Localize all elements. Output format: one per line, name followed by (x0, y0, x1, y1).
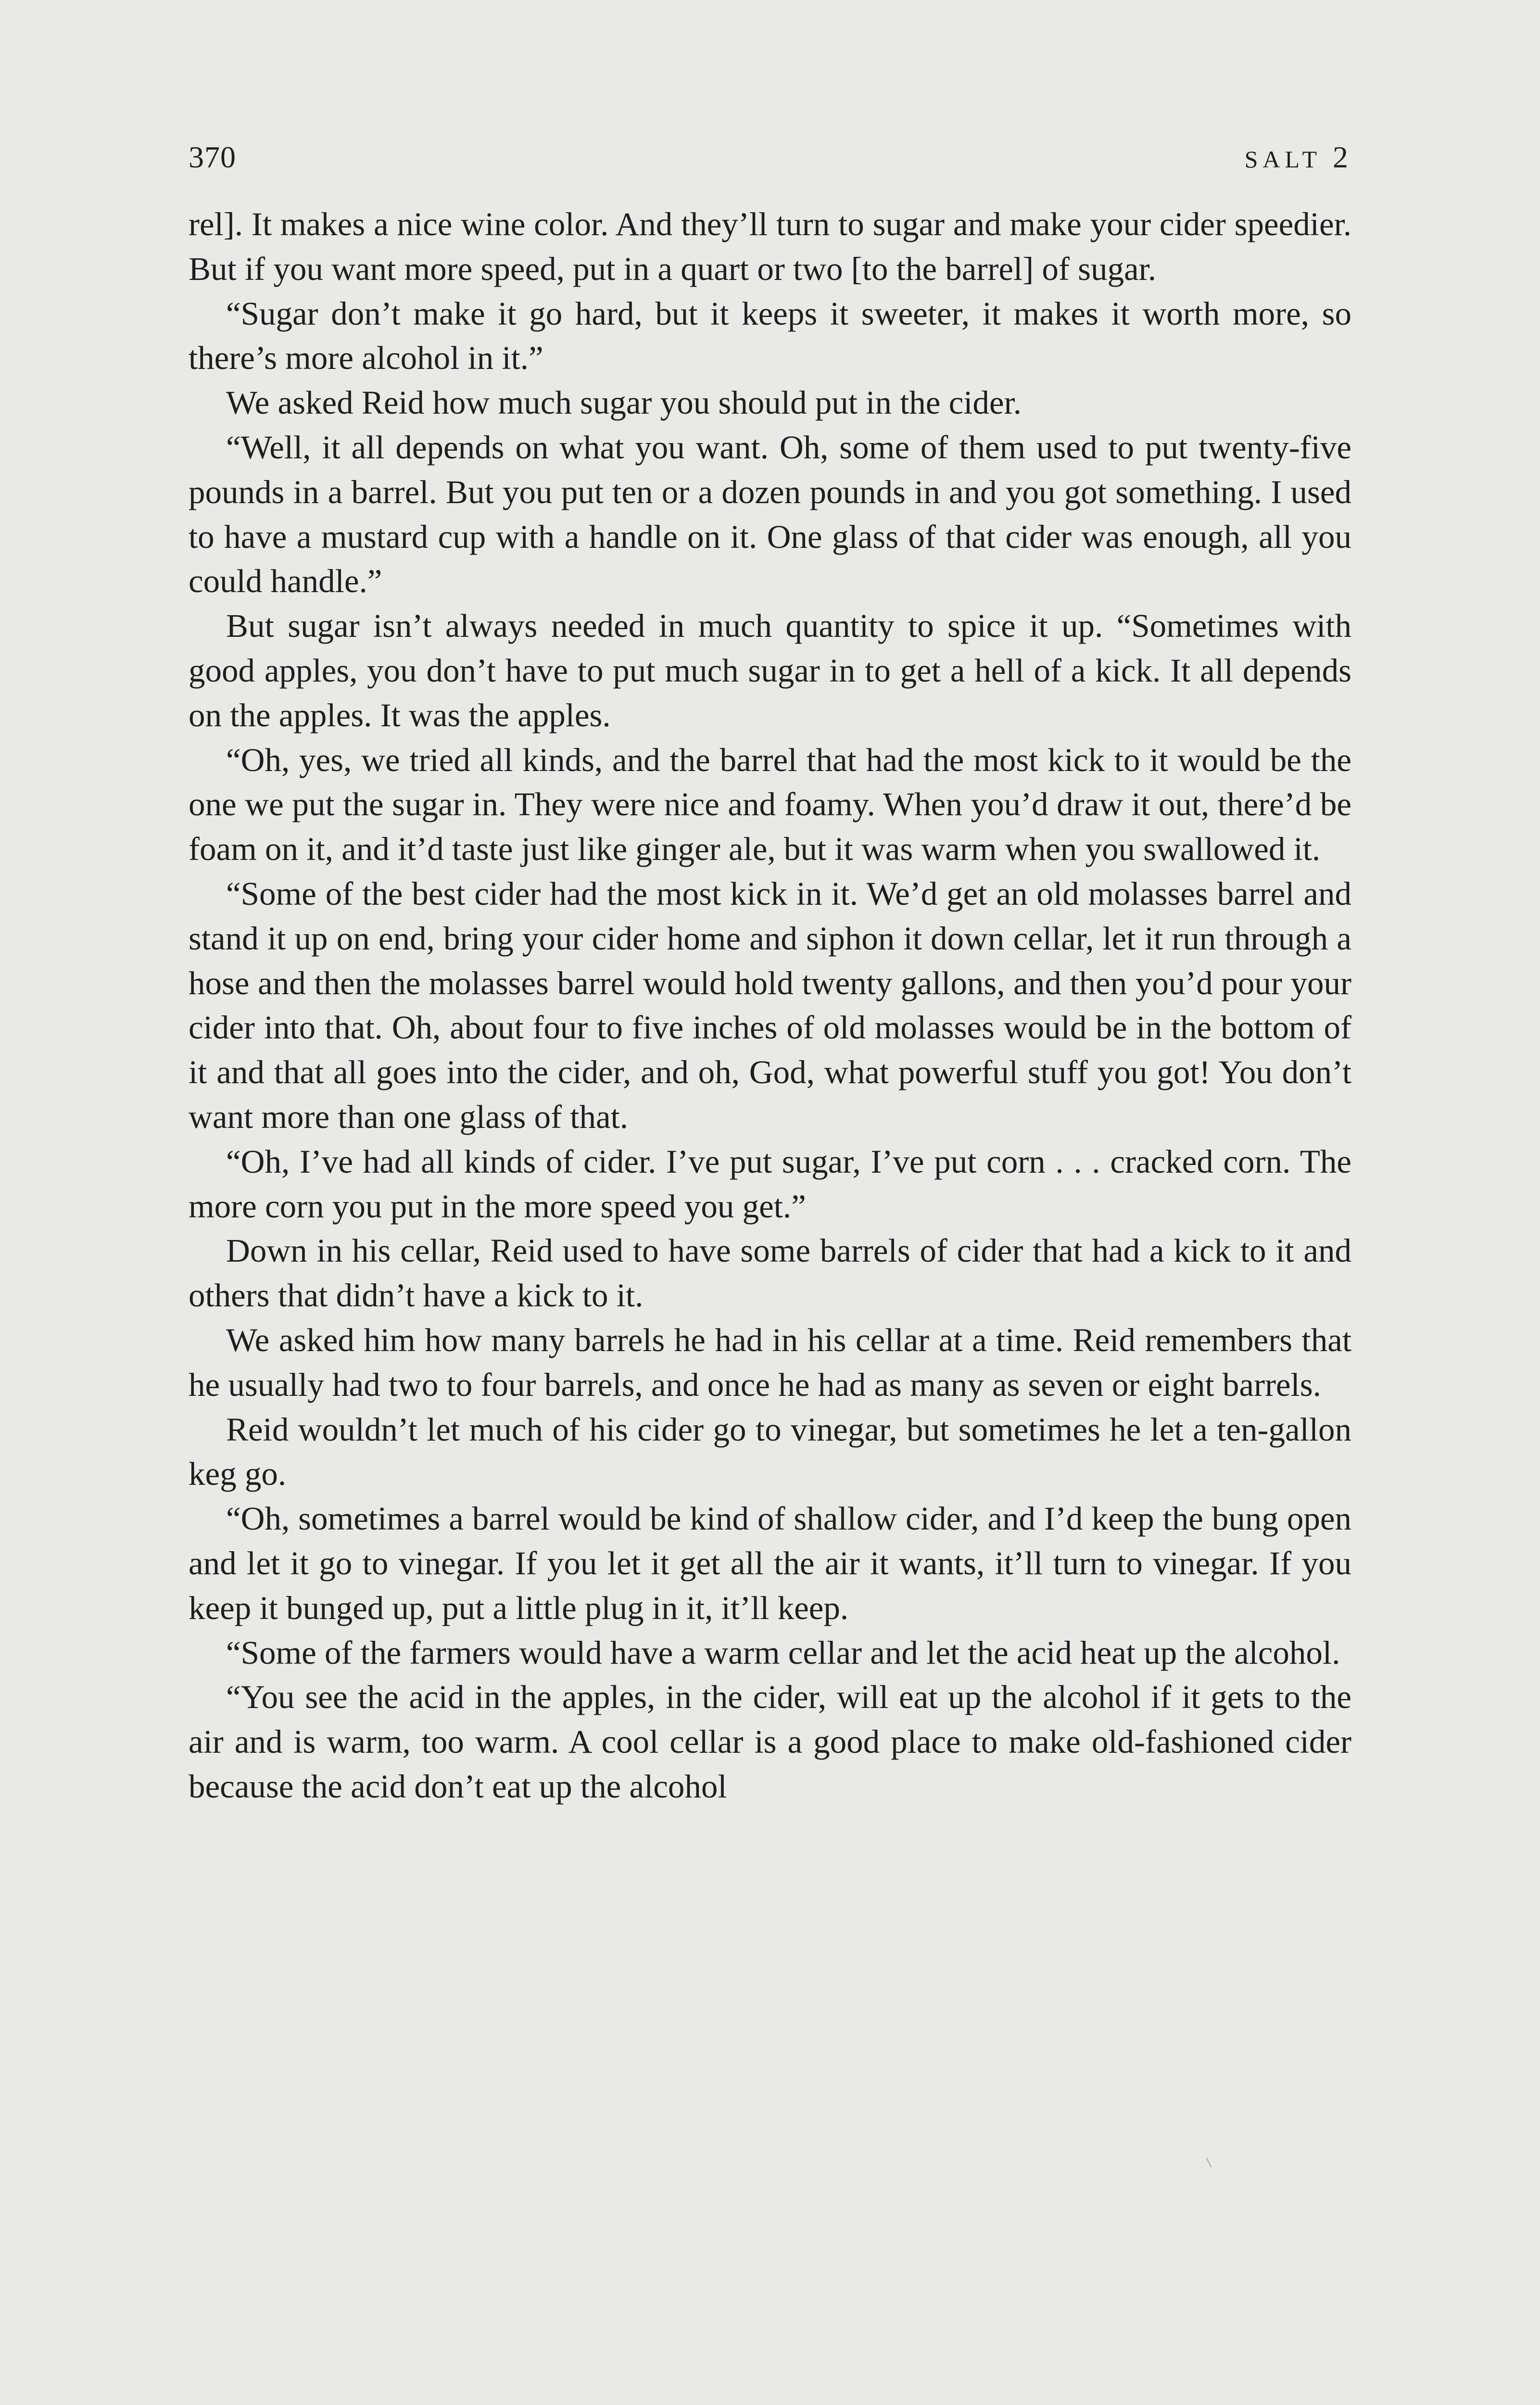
paragraph: Down in his cellar, Reid used to have some barrels of cider that had a kick to it and others that didn’t have a kick to it. (189, 1232, 1351, 1314)
paragraph: “Some of the farmers would have a warm cellar and let the acid heat up the alcohol. (226, 1634, 1340, 1671)
running-head (189, 136, 1351, 179)
paragraph: “Some of the best cider had the most kick in it. We’d get an old molasses barrel and stand it up on end, bring your cider home and siphon it down cellar, let it run through a hose and then the molasses barrel would hold twenty gallons, and then you’d pour your cider into that. Oh, about four to five inches of old molasses would be in the bottom of it and that all goes into the cider, and oh, God, what powerful stuff you got! You don’t want more than one glass of that. (189, 875, 1351, 1135)
paragraph: We asked Reid how much sugar you should put in the cider. (226, 384, 1022, 421)
paragraph: But sugar isn’t always needed in much quantity to spice it up. “Sometimes with good apples, you don’t have to put much sugar in to get a hell of a kick. It all depends on the apples. It was the apples. (189, 608, 1351, 734)
page-number: 370 (189, 140, 236, 174)
section-number: 2 (1333, 140, 1351, 174)
paragraph: “Oh, sometimes a barrel would be kind of shallow cider, and I’d keep the bung open and let it go to vinegar. If you let it get all the air it wants, it’ll turn to vinegar. If you keep it bunged up, put a little plug in it, it’ll keep. (189, 1500, 1351, 1626)
paragraph: “Oh, I’ve had all kinds of cider. I’ve put sugar, I’ve put corn . . . cracked corn. The more corn you put in the more speed you get.” (189, 1143, 1351, 1225)
section-title (1245, 136, 1351, 181)
paragraph: Reid wouldn’t let much of his cider go to vinegar, but sometimes he let a ten-gallon keg go. (189, 1411, 1351, 1493)
paper-blemish (1206, 2158, 1212, 2168)
paragraph: “Sugar don’t make it go hard, but it keeps it sweeter, it makes it worth more, so there’s more alcohol in it.” (189, 295, 1351, 377)
section-title-text: SALT (1244, 146, 1322, 173)
paragraph: We asked him how many barrels he had in his cellar at a time. Reid remembers that he usually had two to four barrels, and once he had as many as seven or eight barrels. (189, 1321, 1351, 1403)
paragraph: rel]. It makes a nice wine color. And they’ll turn to sugar and make your cider speedier. But if you want more speed, put in a quart or two [to the barrel] of sugar. (189, 206, 1351, 287)
paragraph: “You see the acid in the apples, in the cider, will eat up the alcohol if it gets to the air and is warm, too warm. A cool cellar is a good place to make old-fashioned cider because the acid don’t eat up the alcohol (189, 1679, 1351, 1805)
paragraph: “Oh, yes, we tried all kinds, and the barrel that had the most kick to it would be the one we put the sugar in. They were nice and foamy. When you’d draw it out, there’d be foam on it, and it’d taste just like ginger ale, but it was warm when you swallowed it. (189, 741, 1351, 868)
body-text (189, 202, 1351, 1809)
paragraph: “Well, it all depends on what you want. Oh, some of them used to put twenty-five pounds in a barrel. But you put ten or a dozen pounds in and you got something. I used to have a mustard cup with a handle on it. One glass of that cider was enough, all you could handle.” (189, 429, 1351, 600)
